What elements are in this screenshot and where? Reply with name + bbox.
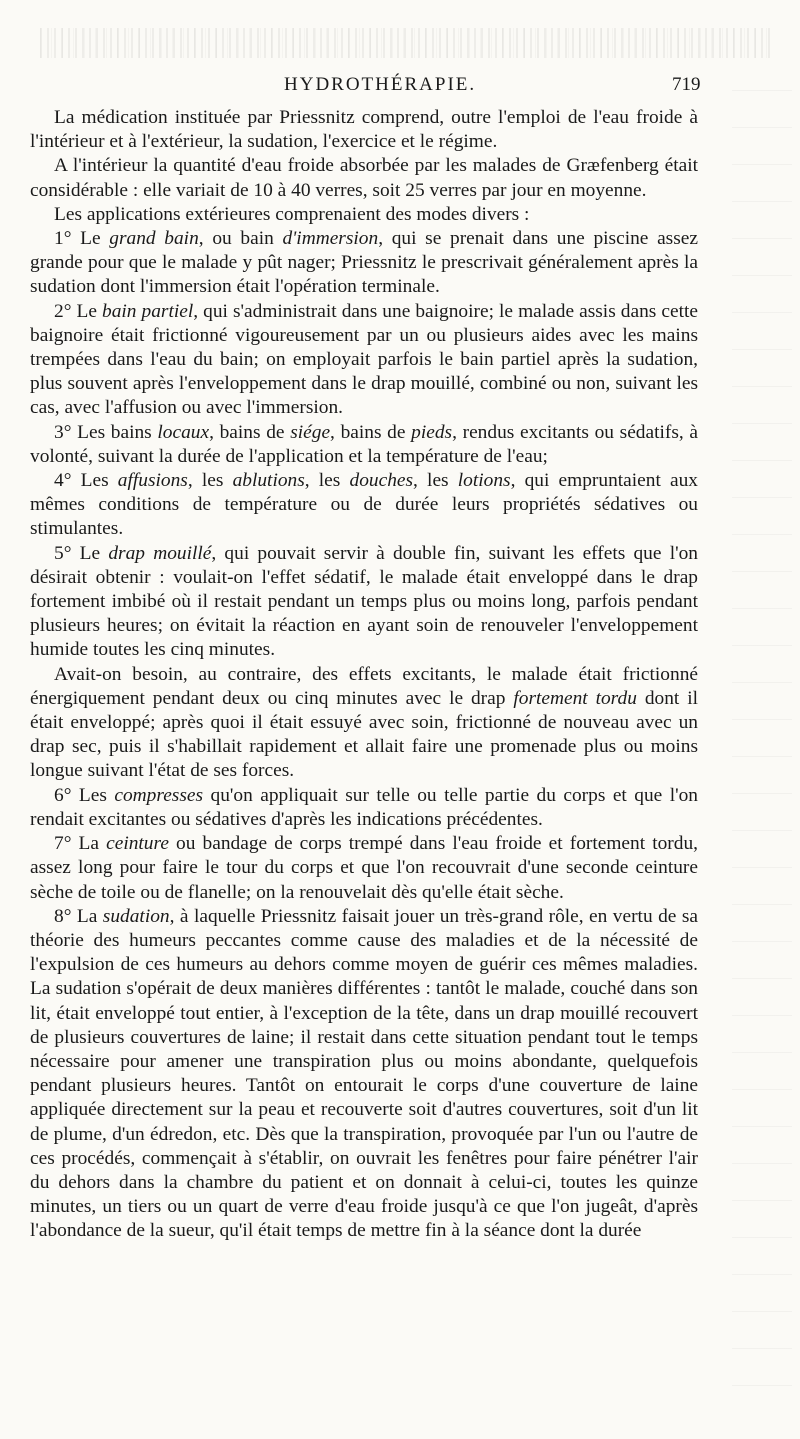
paragraph-text: Les applications extérieures comprenaient des modes divers : (54, 203, 530, 225)
paragraph-text: La médication instituée par Priessnitz comprend, outre l'emploi de l'eau froide à l'intérieur et à l'extérieur, la sudation, l'exercice et le régime. (30, 107, 698, 153)
text-run: , les (187, 470, 233, 492)
text-run: 1° Le (54, 228, 110, 250)
paragraph-3 (30, 203, 698, 227)
text-run: , ou bain (198, 228, 283, 250)
item-grand-bain (30, 227, 698, 300)
text-run: , qui se prenait dans une piscine assez grande pour que le malade y pût nager; Priessnitz le prescrivait généralement après la sudation dont l'immersion était l'opération terminale. (30, 228, 698, 298)
text-run: , les (304, 470, 350, 492)
item-compresses (30, 784, 698, 832)
italic-term: drap mouillé (108, 542, 212, 564)
item-affusions (30, 469, 698, 542)
text-run: , qui empruntaient aux mêmes conditions de température ou de durée leurs propriétés sédatives ou stimulantes. (30, 470, 699, 540)
italic-term: douches (349, 470, 414, 492)
italic-term: ablutions (232, 470, 305, 492)
text-run: 5° Le (54, 542, 109, 564)
page-number: 719 (672, 74, 701, 95)
item-bains-locaux (30, 421, 698, 469)
item-bain-partiel (30, 300, 698, 421)
item-ceinture (30, 832, 698, 905)
scan-noise-top (40, 28, 770, 58)
text-run: 2° Le (54, 300, 103, 322)
running-title: HYDROTHÉRAPIE. (284, 74, 477, 95)
italic-term: fortement tordu (513, 687, 637, 709)
text-run: Avait-on besoin, au contraire, des effets excitants, le malade était frictionné énergiquement pendant deux ou cinq minutes avec le drap (30, 663, 698, 709)
italic-term: pieds (411, 421, 453, 443)
text-run: , bains de (209, 421, 291, 443)
item-drap-mouille (30, 542, 698, 663)
italic-term: ceinture (106, 833, 169, 855)
text-run: , les (413, 470, 458, 492)
paragraph-1 (30, 106, 698, 154)
text-run: 7° La (54, 833, 107, 855)
italic-term: grand bain (109, 228, 199, 250)
text-run: , qui pouvait servir à double fin, suivant les effets que l'on désirait obtenir : voulait-on l'effet sédatif, le malade était enveloppé dans le drap fortement imbibé où il restait pendant un temps plus ou moins long, parfois pendant plusieurs heures; on évitait la réaction en ayant soin de renouveler l'enveloppement humide toutes les cinq minutes. (30, 542, 698, 661)
text-run: 3° Les bains (54, 421, 158, 443)
text-run: qu'on appliquait sur telle ou telle partie du corps et que l'on rendait excitantes ou sédatives d'après les indications précédentes. (30, 784, 698, 830)
italic-term: locaux (157, 421, 210, 443)
text-run: 4° Les (54, 470, 118, 492)
text-run: 6° Les (54, 784, 115, 806)
italic-term: sudation (102, 905, 170, 927)
body-text (30, 106, 698, 1244)
text-run: ou bandage de corps trempé dans l'eau froide et fortement tordu, assez long pour faire le tour du corps et que l'on recouvrait d'une seconde ceinture sèche de toile ou de flanelle; on la renouvelait dès qu'elle était sèche. (30, 833, 698, 903)
paragraph-text: A l'intérieur la quantité d'eau froide absorbée par les malades de Græfenberg était considérable : elle variait de 10 à 40 verres, soit 25 verres par jour en moyenne. (30, 155, 698, 201)
italic-term: siége (290, 421, 331, 443)
italic-term: d'immersion (282, 228, 379, 250)
running-header (0, 72, 800, 102)
paragraph-2 (30, 154, 698, 202)
text-run: 8° La (54, 905, 103, 927)
item-sudation (30, 905, 698, 1244)
text-run: , qui s'administrait dans une baignoire; le malade assis dans cette baignoire était frictionné vigoureusement par un ou plusieurs aides avec les mains trempées dans l'eau du bain; on employait parfois le bain partiel après la sudation, plus souvent après l'enveloppement dans le drap mouillé, combiné ou non, suivant les cas, avec l'affusion ou avec l'immersion. (30, 300, 698, 419)
scan-margin-marks (732, 90, 792, 1410)
italic-term: lotions (457, 470, 511, 492)
paragraph-effets-excitants (30, 663, 698, 784)
text-run: , à laquelle Priessnitz faisait jouer un très-grand rôle, en vertu de sa théorie des humeurs peccantes comme cause des maladies et de la nécessité de l'expulsion de ces humeurs au dehors comme moyen de guérir ces mêmes maladies. La sudation s'opérait de deux manières différentes : tantôt le malade, couché dans son lit, était enveloppé tout entier, à l'exception de la tête, dans un drap mouillé recouvert de plusieurs couvertures de laine; il restait dans cette situation pendant tout le temps nécessaire pour amener une transpiration plus ou moins abondante, quelquefois pendant plusieurs heures. Tantôt on entourait le corps d'une couverture de laine appliquée directement sur la peau et recouverte soit d'autres couvertures, soit d'un lit de plume, d'un édredon, etc. Dès que la transpiration, provoquée par l'un ou l'autre de ces procédés, commençait à s'établir, on ouvrait les fenêtres pour faire pénétrer l'air du dehors dans la chambre du patient et on donnait à celui-ci, toutes les quinze minutes, un tiers ou un quart de verre d'eau froide jusqu'à ce que l'on jugeât, d'après l'abondance de la sueur, qu'il était temps de mettre fin à la séance dont la durée (30, 905, 698, 1242)
text-run: , bains de (330, 421, 412, 443)
italic-term: bain partiel (102, 300, 194, 322)
text-run: dont il était enveloppé; après quoi il était essuyé avec soin, frictionné de nouveau avec un drap sec, puis il s'habillait rapidement et allait faire une promenade plus ou moins longue suivant l'état de ses forces. (30, 687, 698, 782)
italic-term: compresses (114, 784, 204, 806)
italic-term: affusions (117, 470, 188, 492)
text-run: , rendus excitants ou sédatifs, à volonté, suivant la durée de l'application et la température de l'eau; (30, 421, 699, 467)
